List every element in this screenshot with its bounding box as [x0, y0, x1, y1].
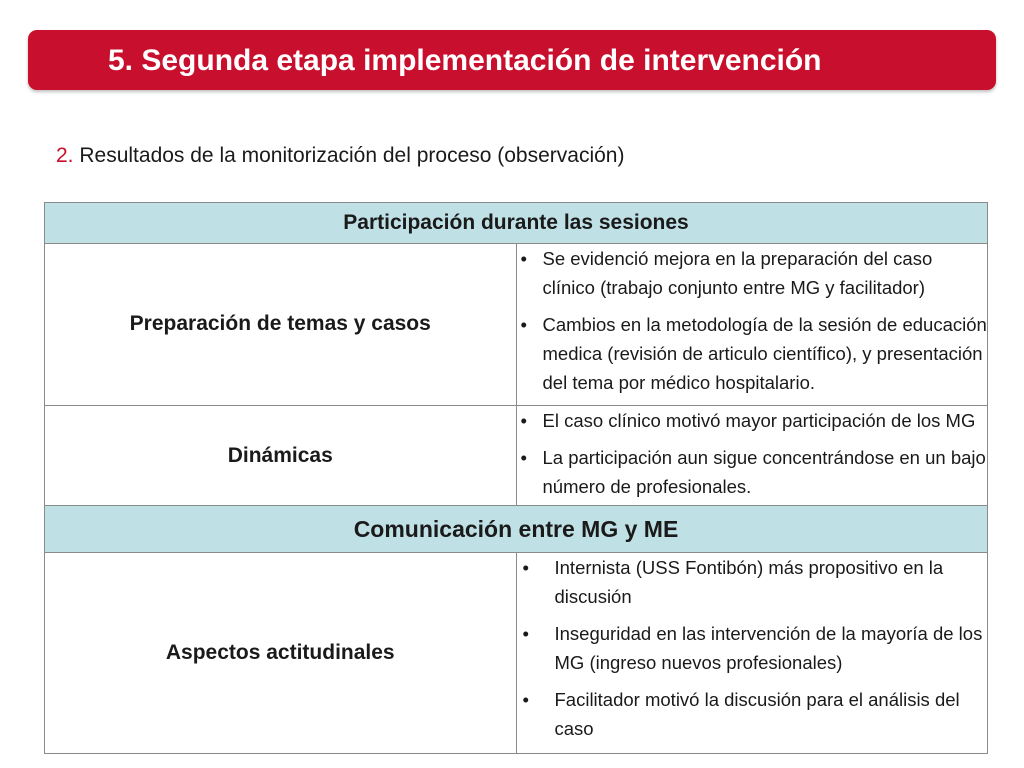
row-label-dynamics: Dinámicas: [45, 405, 517, 506]
bullet-text: La participación aun sigue concentrándose en un bajo número de profesionales.: [542, 446, 986, 497]
bullet-icon: •: [522, 557, 529, 579]
bullet-text: Facilitador motivó la discusión para el análisis del caso: [554, 689, 960, 740]
bullet-text: Se evidenció mejora en la preparación del caso clínico (trabajo conjunto entre MG y facilitador): [542, 248, 933, 298]
bullet-icon: •: [520, 409, 527, 431]
subtitle: [56, 144, 624, 168]
bullet-icon: •: [520, 248, 527, 269]
list-item: [517, 619, 988, 677]
subtitle-text: Resultados de la monitorización del proceso (observación): [79, 144, 625, 167]
page-title: 5. Segunda etapa implementación de intervención: [108, 44, 822, 77]
bullet-text: Cambios en la metodología de la sesión de educación medica (revisión de articulo científico), y presentación del tema por médico hospitalario.: [542, 314, 987, 393]
row-content-attitudinal: [516, 553, 988, 754]
row-label-attitudinal: Aspectos actitudinales: [45, 553, 517, 754]
list-item: [517, 406, 988, 435]
bullet-icon: •: [522, 623, 529, 645]
title-banner: [28, 30, 996, 90]
table-row: [45, 405, 988, 506]
row-content-dynamics: [516, 405, 988, 506]
bullet-list: [517, 553, 988, 743]
section-title-participation: Participación durante las sesiones: [45, 203, 988, 244]
bullet-list: [517, 244, 988, 397]
bullet-text: Inseguridad en las intervención de la mayoría de los MG (ingreso nuevos profesionales): [554, 623, 983, 674]
bullet-text: Internista (USS Fontibón) más propositivo en la discusión: [554, 557, 944, 608]
bullet-text: El caso clínico motivó mayor participación de los MG: [542, 409, 976, 431]
list-item: [517, 553, 988, 611]
list-item: [517, 443, 988, 501]
results-table: [44, 202, 988, 754]
bullet-icon: •: [522, 689, 529, 711]
bullet-icon: •: [520, 446, 527, 468]
subtitle-number: 2.: [56, 144, 74, 167]
bullet-icon: •: [520, 314, 527, 335]
table-row: [45, 244, 988, 406]
row-label-preparation: Preparación de temas y casos: [45, 244, 517, 406]
row-content-preparation: [516, 244, 988, 406]
section-header-row: [45, 506, 988, 553]
bullet-list: [517, 406, 988, 501]
section-header-row: [45, 203, 988, 244]
list-item: [517, 244, 988, 302]
list-item: [517, 685, 988, 743]
section-title-communication: Comunicación entre MG y ME: [45, 506, 988, 553]
table-row: [45, 553, 988, 754]
list-item: [517, 310, 988, 397]
